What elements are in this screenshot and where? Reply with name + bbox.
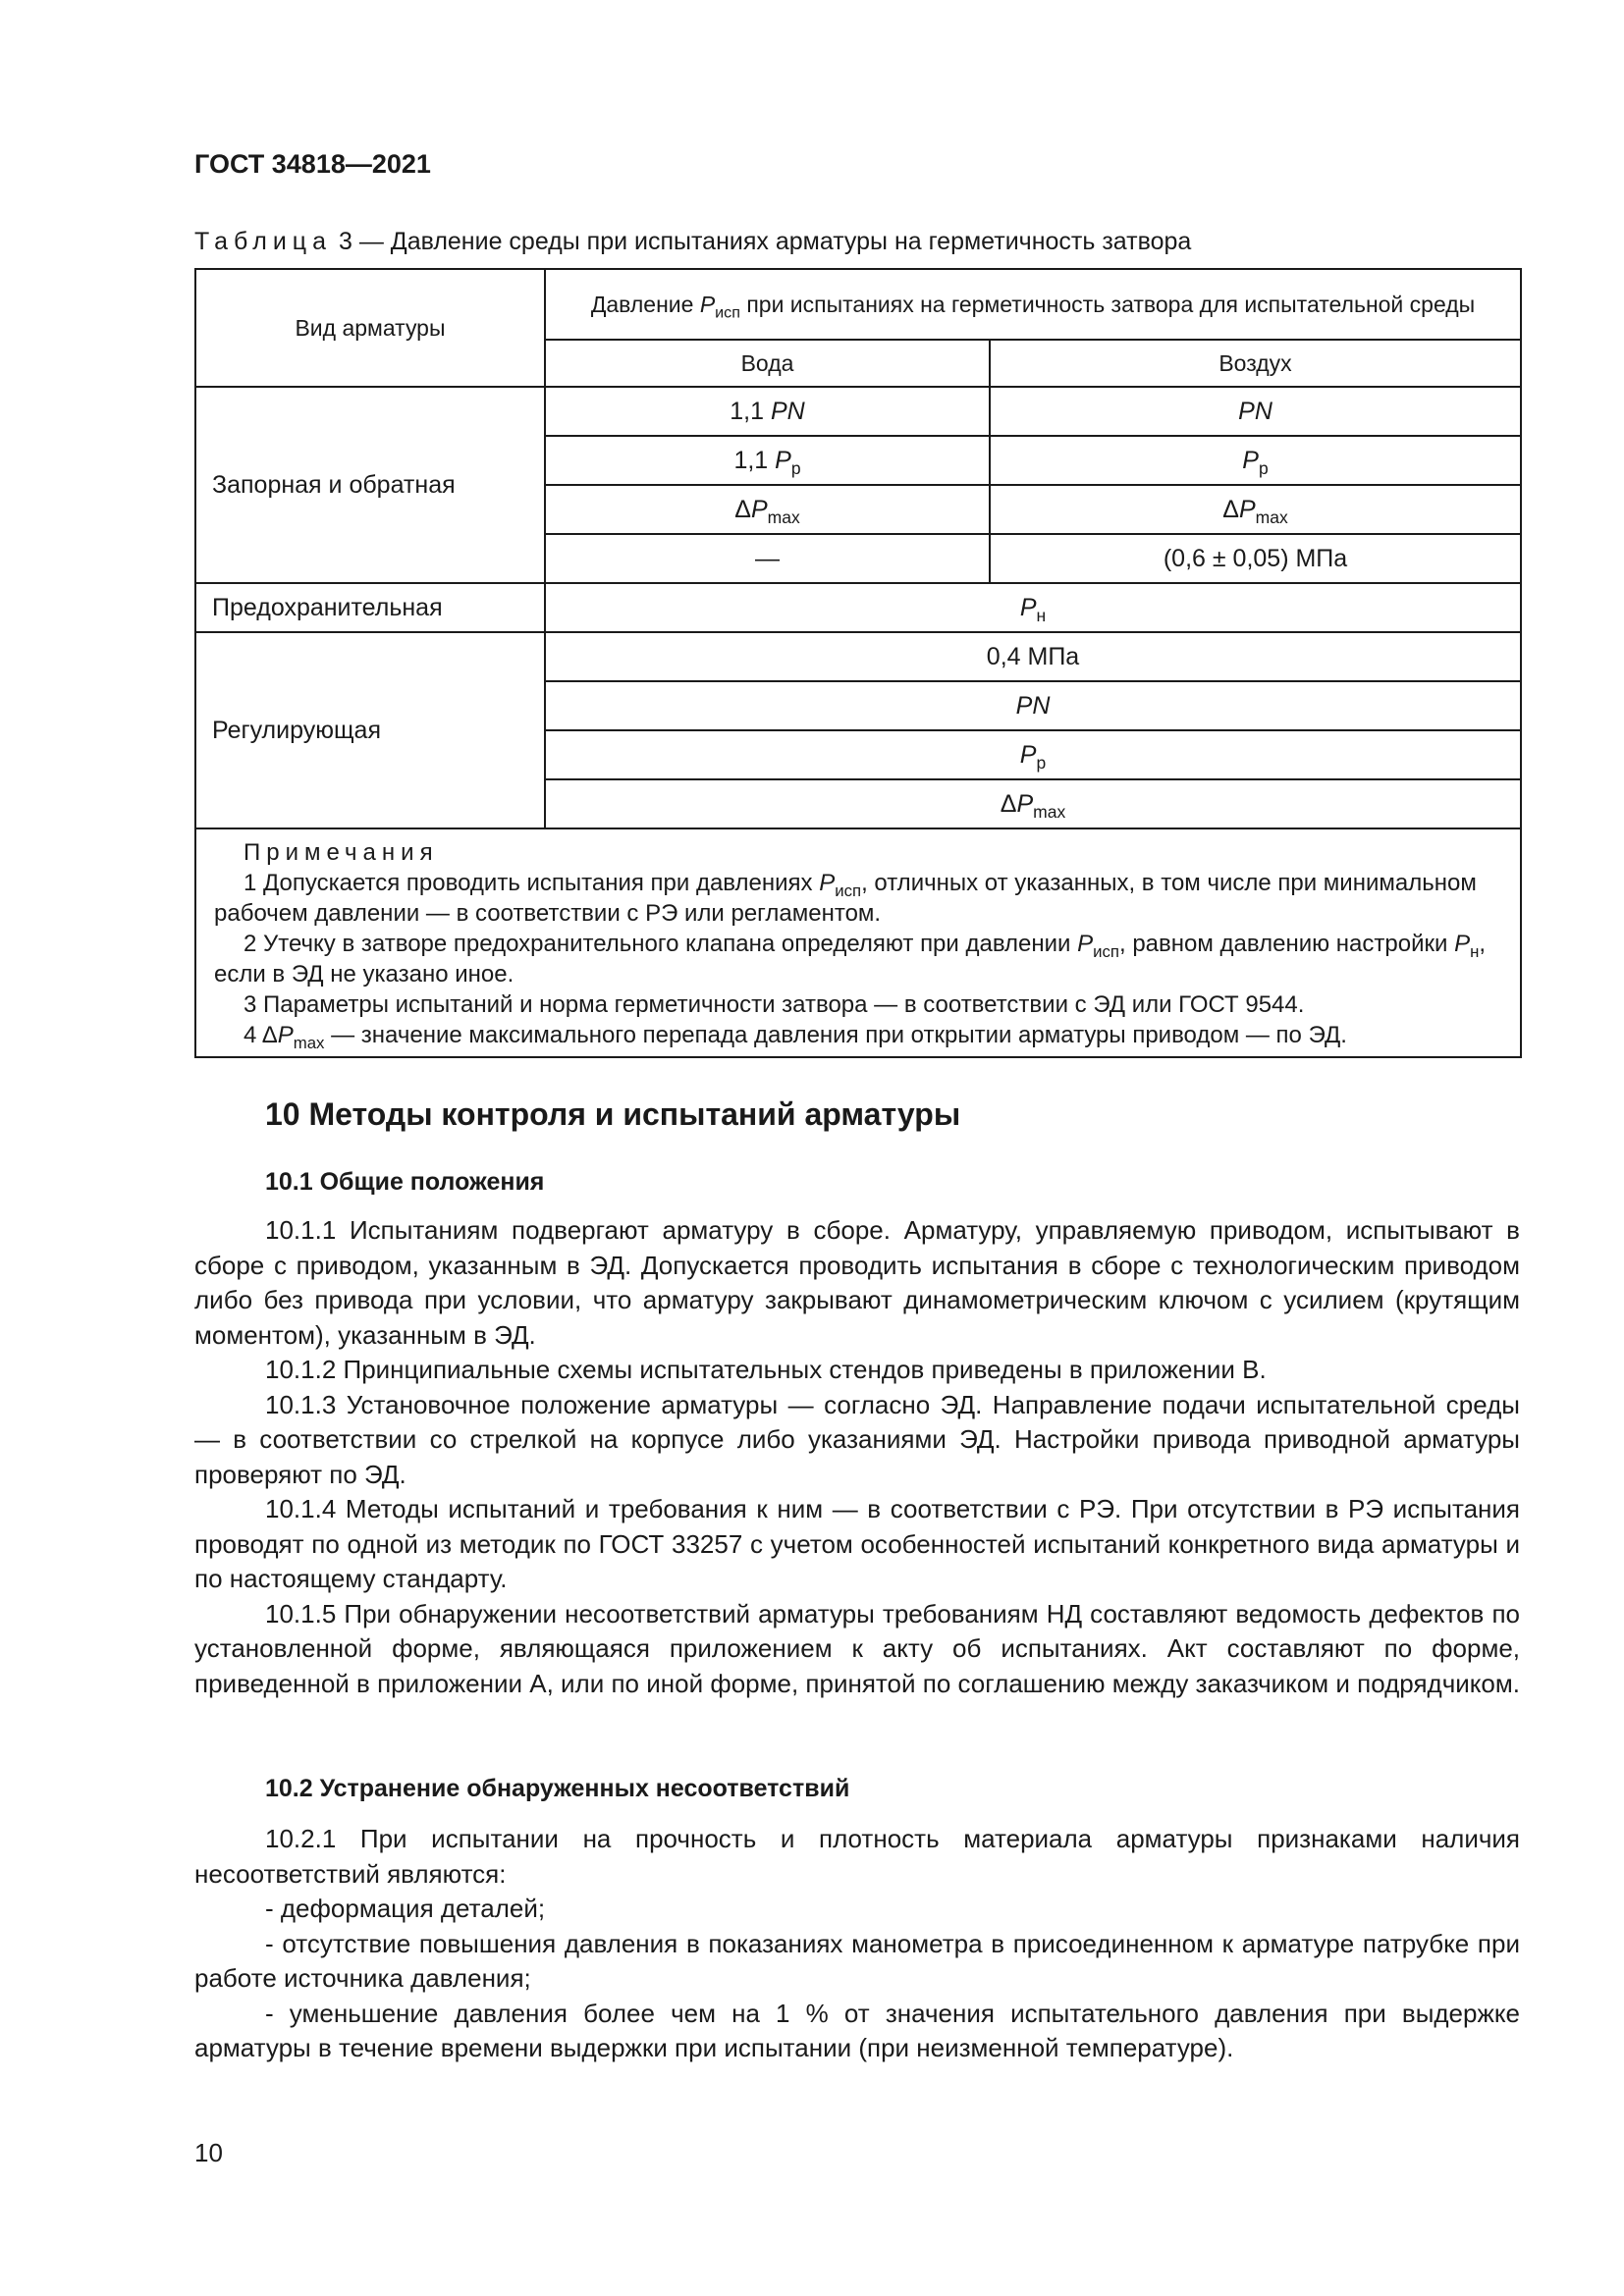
list-item-1: - деформация деталей; bbox=[265, 1894, 546, 1923]
cell-predohr: $P_н$ bbox=[545, 583, 1521, 632]
notes-title: Примечания bbox=[244, 839, 439, 866]
para-10-1-2: 10.1.2 Принципиальные схемы испытательных стендов приведены в приложении В. bbox=[265, 1355, 1267, 1384]
col-header-air: Воздух bbox=[990, 340, 1521, 387]
pressure-table bbox=[194, 268, 1522, 1058]
cell-z1-water: 1,1 PN bbox=[545, 387, 990, 436]
para-10-2-1: 10.2.1 При испытании на прочность и плотность материала арматуры признаками наличия несоответствий являются: bbox=[194, 1824, 1520, 1889]
page-number: 10 bbox=[194, 2138, 223, 2167]
note-3: 3 Параметры испытаний и норма герметичности затвора — в соответствии с ЭД или ГОСТ 9544. bbox=[244, 991, 1305, 1018]
cell-z4-water: — bbox=[545, 534, 990, 583]
col-header-valve-type: Вид арматуры bbox=[195, 269, 545, 387]
note-1: 1 Допускается проводить испытания при давлениях $P_{исп}$, отличных от указанных, в том числе при минимальном рабочем давлении — в соответствии с РЭ или регламентом. bbox=[214, 870, 1477, 927]
cell-r2: PN bbox=[545, 681, 1521, 730]
section-10-1-body bbox=[194, 1213, 1520, 1701]
table-notes bbox=[195, 828, 1521, 1057]
col-header-pressure: Давление $P_{исп}$ при испытаниях на герметичность затвора для испытательной среды bbox=[545, 269, 1521, 340]
cell-z3-water: $\Delta P_{max}$ bbox=[545, 485, 990, 534]
cell-r1: 0,4 МПа bbox=[545, 632, 1521, 681]
row-label-regul: Регулирующая bbox=[195, 632, 545, 828]
list-item-2: - отсутствие повышения давления в показаниях манометра в присоединенном к арматуре патрубке при работе источника давления; bbox=[194, 1928, 1520, 1993]
table-caption-text: 3 — Давление среды при испытаниях арматуры на герметичность затвора bbox=[332, 228, 1192, 255]
cell-z3-air: $\Delta P_{max}$ bbox=[990, 485, 1521, 534]
note-2: 2 Утечку в затворе предохранительного клапана определяют при давлении $P_{исп}$, равном давлению настройки $P_н$, если в ЭД не указано иное. bbox=[214, 931, 1487, 988]
para-10-1-5: 10.1.5 При обнаружении несоответствий арматуры требованиям НД составляют ведомость дефектов по установленной форме, являющаяся приложением к акту об испытаниях. Акт составляют по форме, приведенной в приложении А, или по иной форме, принятой по соглашению между заказчиком и подрядчиком. bbox=[194, 1598, 1520, 1698]
list-item-3: - уменьшение давления более чем на 1 % от значения испытательного давления при выдержке арматуры в течение времени выдержки при испытании (при неизменной температуре). bbox=[194, 1998, 1520, 2062]
cell-z4-air: (0,6 ± 0,05) МПа bbox=[990, 534, 1521, 583]
table-caption bbox=[194, 228, 1191, 256]
document-header: ГОСТ 34818—2021 bbox=[194, 149, 431, 179]
section-10-1-title: 10.1 Общие положения bbox=[265, 1168, 545, 1196]
para-10-1-1: 10.1.1 Испытаниям подвергают арматуру в сборе. Арматуру, управляемую приводом, испытывают в сборе с приводом, указанным в ЭД. Допускается проводить испытания в сборе с технологическим приводом либо без привода при условии, что арматуру закрывают динамометрическим ключом с усилием (крутящим моментом), указанным в ЭД. bbox=[194, 1215, 1520, 1350]
cell-z2-air: $P_р$ bbox=[990, 436, 1521, 485]
section-10-2-title: 10.2 Устранение обнаруженных несоответствий bbox=[265, 1775, 850, 1802]
row-label-predohr: Предохранительная bbox=[195, 583, 545, 632]
cell-r3: $P_р$ bbox=[545, 730, 1521, 779]
col-header-water: Вода bbox=[545, 340, 990, 387]
section-10-2-body bbox=[194, 1822, 1520, 2066]
cell-z2-water: 1,1 $P_р$ bbox=[545, 436, 990, 485]
note-4: 4 $\Delta P_{max}$ — значение максимального перепада давления при открытии арматуры приводом — по ЭД. bbox=[244, 1022, 1347, 1052]
cell-z1-air: PN bbox=[990, 387, 1521, 436]
section-10-title: 10 Методы контроля и испытаний арматуры bbox=[265, 1096, 961, 1132]
cell-r4: $\Delta P_{max}$ bbox=[545, 779, 1521, 828]
row-label-zapornaya: Запорная и обратная bbox=[195, 387, 545, 583]
para-10-1-4: 10.1.4 Методы испытаний и требования к ним — в соответствии с РЭ. При отсутствии в РЭ испытания проводят по одной из методик по ГОСТ 33257 с учетом особенностей испытаний конкретного вида арматуры и по настоящему стандарту. bbox=[194, 1494, 1520, 1593]
para-10-1-3: 10.1.3 Установочное положение арматуры — согласно ЭД. Направление подачи испытательной среды — в соответствии со стрелкой на корпусе либо указаниями ЭД. Настройки привода приводной арматуры проверяют по ЭД. bbox=[194, 1389, 1520, 1489]
table-caption-label: Таблица bbox=[194, 228, 333, 255]
